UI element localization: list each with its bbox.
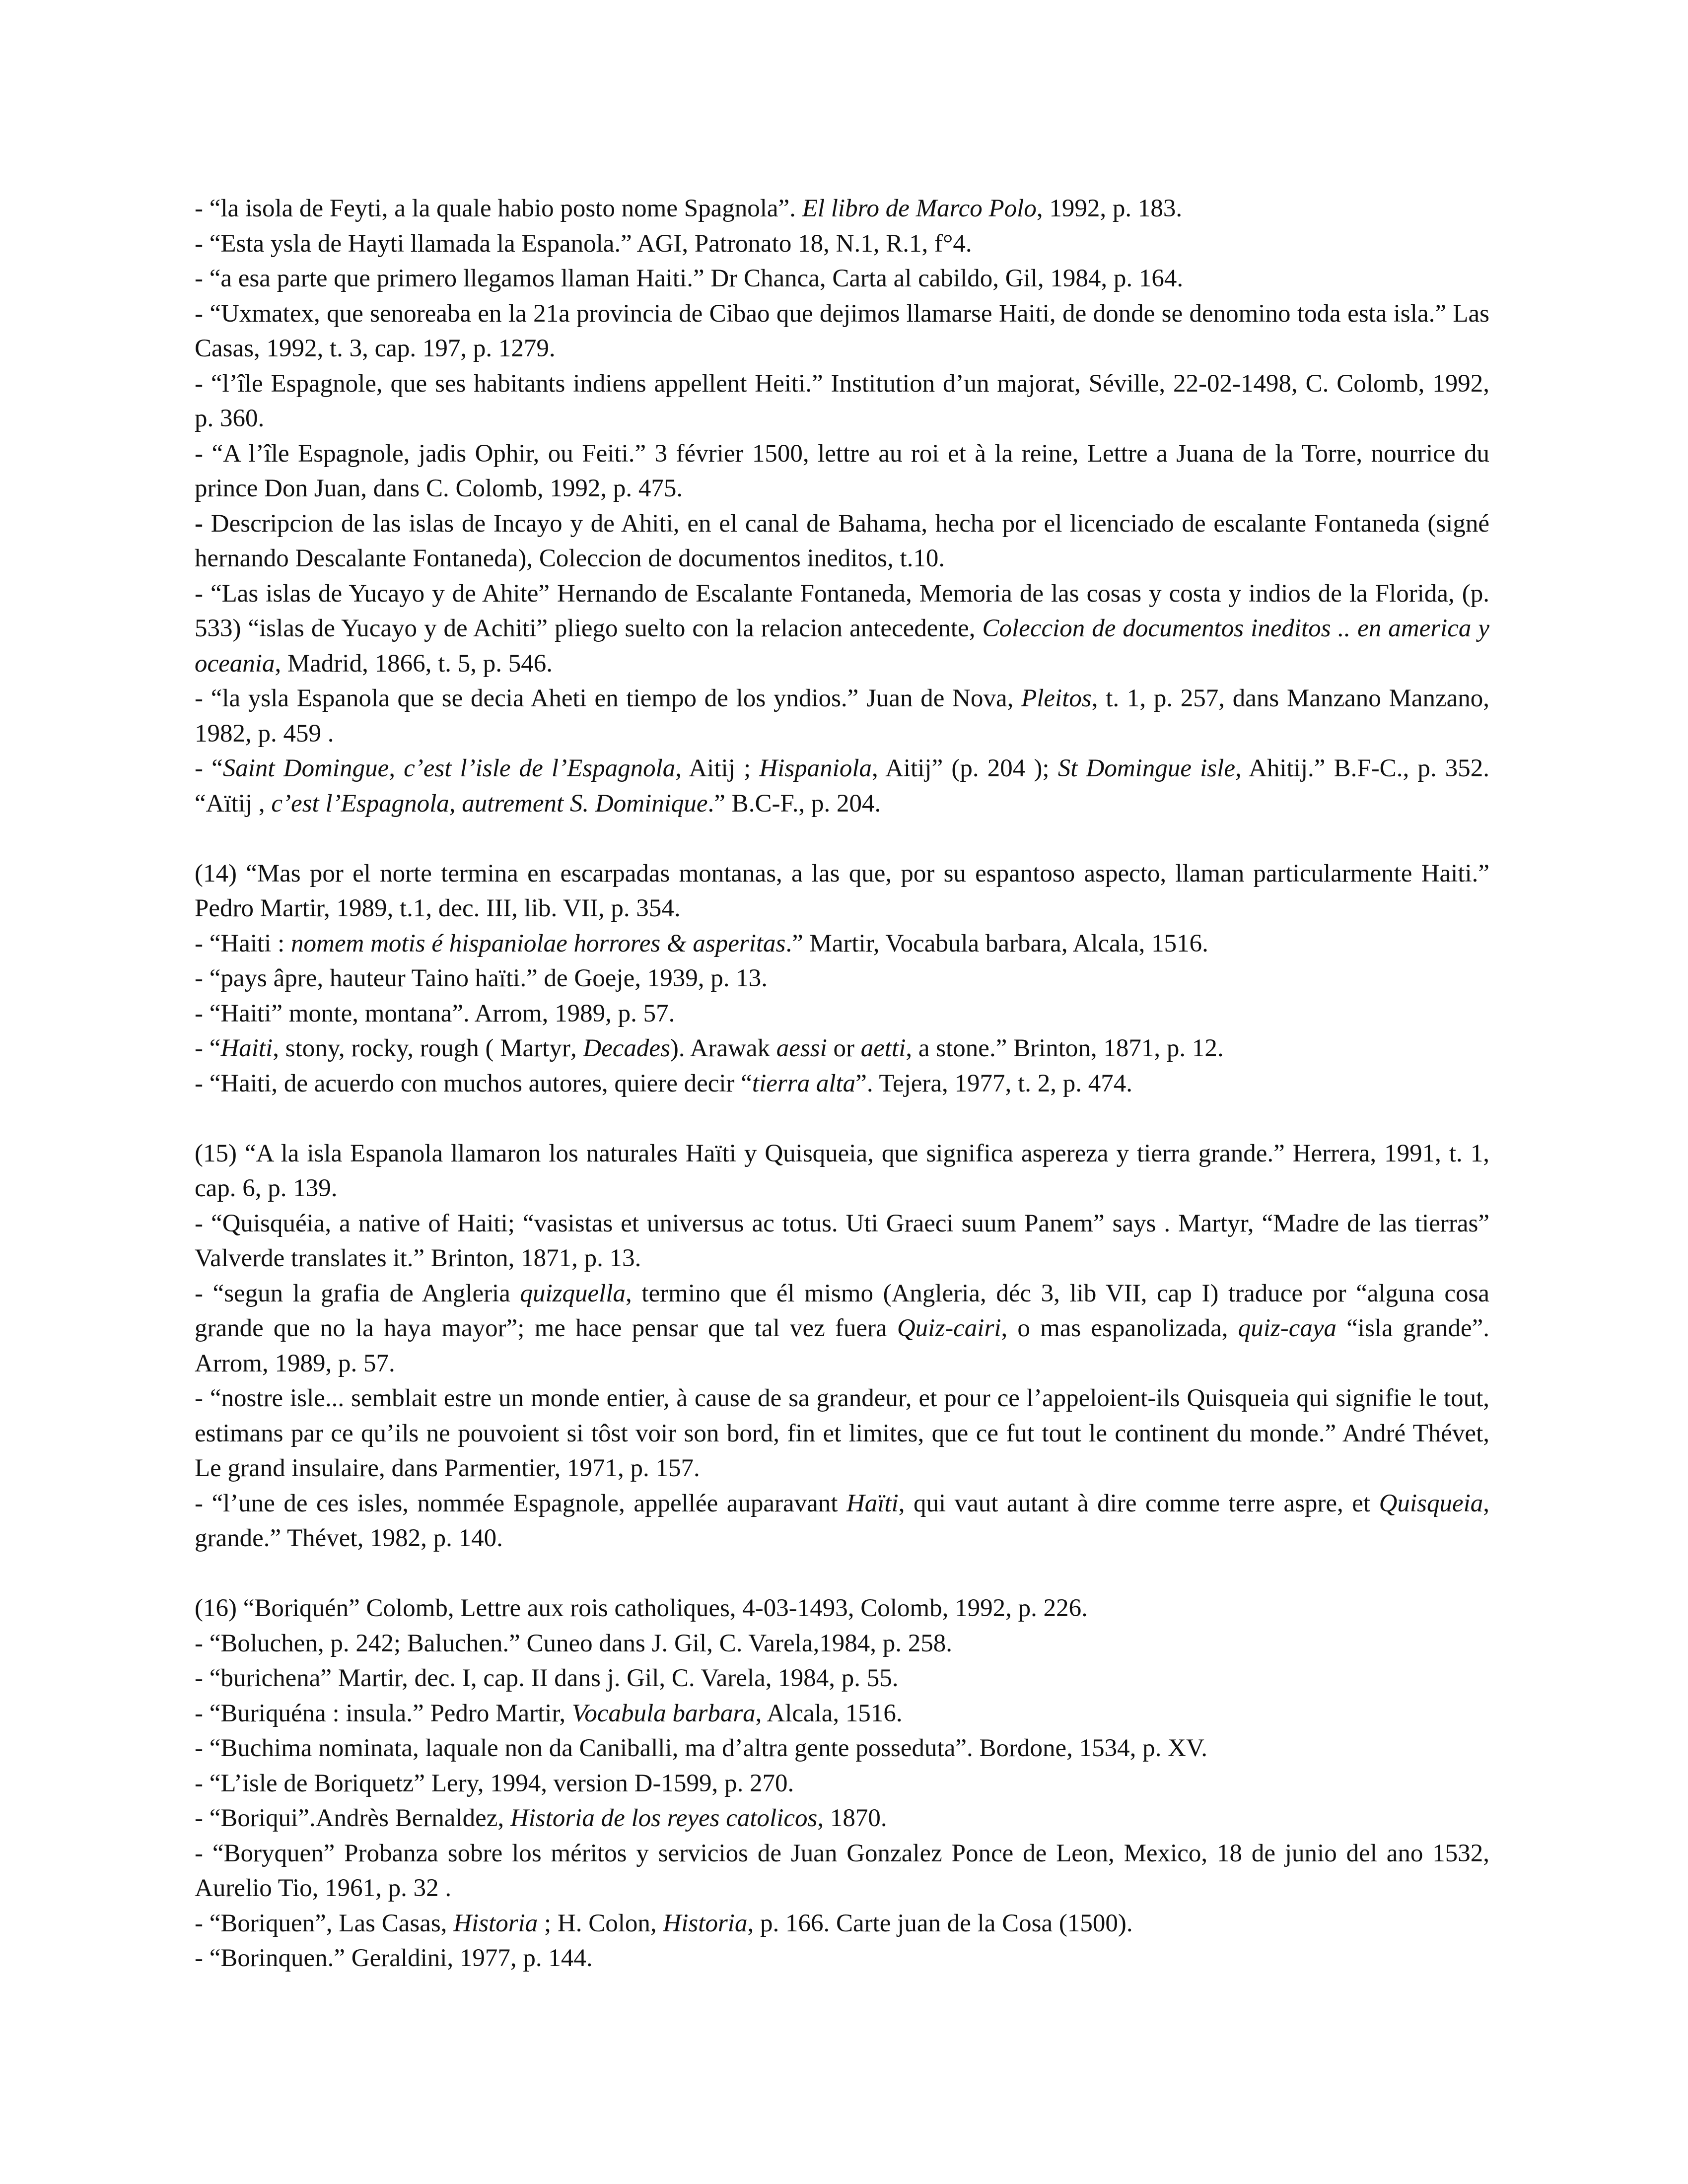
entry-text: “isla grande”. Arrom, 1989, p. 57. [195, 1314, 1489, 1377]
italic-text: St Domingue isle [1057, 754, 1235, 782]
entry-text: - “nostre isle... semblait estre un monde entier, à cause de sa grandeur, et pour ce l’appeloient-ils Quisqueia qui signifie le tout, estimans par ce qu’ils ne pouvoient si tôst voir son bord, fin et limites, que ce fut tout le continent du monde.” André Thévet, Le grand insulaire, dans Parmentier, 1971, p. 157. [195, 1384, 1489, 1482]
italic-text: , Decades [570, 1034, 670, 1062]
entry-text: - “l’une de ces isles, nommée Espagnole, appellée auparavant [195, 1489, 846, 1517]
reference-entry [195, 961, 1489, 996]
reference-entry [195, 1591, 1489, 1626]
italic-text: Historia de los reyes catolicos [510, 1804, 818, 1832]
entry-text: , t. 1, p. 257, dans Manzano Manzano, 1982, p. 459 . [195, 684, 1489, 748]
entry-text: , Madrid, 1866, t. 5, p. 546. [275, 649, 553, 678]
entry-text: - “pays âpre, hauteur Taino haïti.” de Goeje, 1939, p. 13. [195, 964, 768, 992]
entry-text: - “Borinquen.” Geraldini, 1977, p. 144. [195, 1944, 593, 1972]
entry-text: - “A l’île Espagnole, jadis Ophir, ou Feiti.” 3 février 1500, lettre au roi et à la reine, Lettre a Juana de la Torre, nourrice du prince Don Juan, dans C. Colomb, 1992, p. 475. [195, 439, 1489, 502]
entry-text: (16) “Boriquén” Colomb, Lettre aux rois catholiques, 4-03-1493, Colomb, 1992, p. 226. [195, 1594, 1088, 1622]
entry-text: - “Uxmatex, que senoreaba en la 21a provincia de Cibao que dejimos llamarse Haiti, de donde se denomino toda esta isla.” Las Casas, 1992, t. 3, cap. 197, p. 1279. [195, 299, 1489, 362]
entry-text: , 1992, p. 183. [1036, 195, 1183, 222]
entry-text: - “Quisquéia, a native of Haiti; “vasistas et universus ac totus. Uti Graeci suum Panem” says . Martyr, “Madre de las tierras” Valverde translates it.” Brinton, 1871, p. 13. [195, 1209, 1489, 1272]
section-note-15 [195, 1136, 1489, 1556]
entry-text: ; H. Colon, [538, 1909, 663, 1937]
entry-text: - “Buriquéna : insula.” Pedro Martir, [195, 1699, 572, 1727]
reference-entry [195, 681, 1489, 751]
entry-text: - “ [195, 1034, 221, 1062]
reference-entry [195, 1766, 1489, 1801]
reference-entry [195, 1661, 1489, 1696]
reference-entry [195, 1801, 1489, 1836]
entry-text: ). Arawak [670, 1034, 776, 1062]
italic-text: tierra alta [752, 1069, 856, 1097]
reference-entry [195, 996, 1489, 1031]
entry-text: , a stone.” Brinton, 1871, p. 12. [906, 1034, 1224, 1062]
entry-text: , Ahitij.” B.F-C., p. 352. “Aïtij , [195, 754, 1489, 818]
entry-text: .” B.C-F., p. 204. [707, 789, 881, 818]
entry-text: - “ [195, 754, 223, 782]
entry-text: - “segun la grafia de Angleria [195, 1279, 520, 1307]
reference-entry [195, 1696, 1489, 1731]
reference-entry [195, 1276, 1489, 1381]
entry-text: - “Haiti” monte, montana”. Arrom, 1989, p. 57. [195, 999, 675, 1027]
entry-text: - “Boluchen, p. 242; Baluchen.” Cuneo dans J. Gil, C. Varela,1984, p. 258. [195, 1629, 952, 1657]
reference-entry [195, 191, 1489, 226]
entry-text: , o mas espanolizada, [1001, 1314, 1238, 1342]
reference-entry [195, 1941, 1489, 1976]
italic-text: Coleccion de documentos ineditos .. en america y oceania [195, 614, 1490, 678]
entry-text: - “Esta ysla de Hayti llamada la Espanola.” AGI, Patronato 18, N.1, R.1, f°4. [195, 229, 972, 258]
italic-text: Historia [453, 1909, 538, 1937]
entry-text: , Alcala, 1516. [755, 1699, 903, 1727]
entry-text: - “l’île Espagnole, que ses habitants indiens appellent Heiti.” Institution d’un majorat, Séville, 22-02-1498, C. Colomb, 1992, p. 360. [195, 369, 1489, 432]
italic-text: aetti [860, 1034, 906, 1062]
italic-text: Hispaniola [759, 754, 872, 782]
italic-text: Pleitos [1021, 684, 1092, 712]
entry-text: - “Boriqui”.Andrès Bernaldez, [195, 1804, 510, 1832]
reference-entry [195, 1836, 1489, 1906]
section-haiti-names [195, 191, 1489, 821]
reference-entry [195, 1486, 1489, 1556]
italic-text: quiz-caya [1238, 1314, 1337, 1342]
italic-text: c’est l’Espagnola, autrement S. Dominique [271, 789, 708, 818]
italic-text: Haïti [846, 1489, 899, 1517]
entry-text: - “la ysla Espanola que se decia Aheti en tiempo de los yndios.” Juan de Nova, [195, 684, 1022, 712]
entry-text: or [827, 1034, 861, 1062]
italic-text: Vocabula barbara [571, 1699, 756, 1727]
italic-text: aessi [776, 1034, 827, 1062]
entry-text: - “Boriquen”, Las Casas, [195, 1909, 454, 1937]
entry-text: ”. Tejera, 1977, t. 2, p. 474. [855, 1069, 1132, 1097]
entry-text: - “Haiti, de acuerdo con muchos autores, quiere decir “ [195, 1069, 752, 1097]
reference-entry [195, 506, 1489, 576]
reference-entry [195, 751, 1489, 821]
reference-entry [195, 1206, 1489, 1276]
reference-entry [195, 1381, 1489, 1486]
entry-text: (14) “Mas por el norte termina en escarpadas montanas, a las que, por su espantoso aspecto, llaman particularmente Haiti.” Pedro Martir, 1989, t.1, dec. III, lib. VII, p. 354. [195, 859, 1489, 922]
italic-text: Quiz-cairi [897, 1314, 1001, 1342]
entry-text: Descripcion de las islas de Incayo y de Ahiti, en el canal de Bahama, hecha por el licenciado de escalante Fontaneda (signé hernando Descalante Fontaneda), Coleccion de documentos ineditos, t.10. [195, 509, 1489, 572]
entry-text: , stony, rocky, rough ( Martyr [273, 1034, 570, 1062]
reference-entry [195, 1626, 1489, 1661]
entry-text: - “burichena” Martir, dec. I, cap. II dans j. Gil, C. Varela, 1984, p. 55. [195, 1664, 899, 1692]
entry-text: - “Buchima nominata, laquale non da Caniballi, ma d’altra gente posseduta”. Bordone, 1534, p. XV. [195, 1734, 1207, 1762]
entry-text: - “L’isle de Boriquetz” Lery, 1994, version D-1599, p. 270. [195, 1769, 794, 1797]
reference-entry [195, 261, 1489, 296]
reference-entry [195, 1906, 1489, 1941]
entry-text: , Aitij ; [675, 754, 760, 782]
reference-entry [195, 436, 1489, 506]
entry-text: - “Haiti : [195, 929, 291, 957]
entry-text: , p. 166. Carte juan de la Cosa (1500). [747, 1909, 1133, 1937]
reference-entry [195, 1031, 1489, 1066]
reference-entry [195, 226, 1489, 262]
italic-text: quizquella [520, 1279, 626, 1307]
reference-entry [195, 926, 1489, 961]
bold-text: - [195, 509, 203, 538]
reference-entry [195, 366, 1489, 436]
section-note-14 [195, 856, 1489, 1101]
reference-entry [195, 576, 1489, 682]
italic-text: Haiti [220, 1034, 273, 1062]
italic-text: Saint Domingue, c’est l’isle de l’Espagnola [222, 754, 676, 782]
reference-entry [195, 296, 1489, 366]
document-page [195, 191, 1489, 1976]
reference-entry [195, 1136, 1489, 1206]
reference-entry [195, 856, 1489, 926]
entry-text: , termino que él mismo (Angleria, déc 3, lib VII, cap I) traduce por “alguna cosa grande que no la haya mayor”; me hace pensar que tal vez fuera [195, 1279, 1489, 1342]
entry-text: (15) “A la isla Espanola llamaron los naturales Haïti y Quisqueia, que significa aspereza y tierra grande.” Herrera, 1991, t. 1, cap. 6, p. 139. [195, 1139, 1489, 1202]
entry-text: , grande.” Thévet, 1982, p. 140. [195, 1489, 1489, 1552]
reference-entry [195, 1066, 1489, 1101]
italic-text: El libro de Marco Polo [802, 195, 1037, 222]
entry-text: , 1870. [817, 1804, 887, 1832]
reference-entry [195, 1731, 1489, 1766]
entry-text: , qui vaut autant à dire comme terre aspre, et [898, 1489, 1379, 1517]
entry-text: - “Boryquen” Probanza sobre los méritos y servicios de Juan Gonzalez Ponce de Leon, Mexico, 18 de junio del ano 1532, Aurelio Tio, 1961, p. 32 . [195, 1839, 1489, 1902]
entry-text: - “Las islas de Yucayo y de Ahite” Hernando de Escalante Fontaneda, Memoria de las cosas y costa y indios de la Florida, (p. 533) “islas de Yucayo y de Achiti” pliego suelto con la relacion antecedente, [195, 579, 1489, 642]
entry-text: - “la isola de Feyti, a la quale habio posto nome Spagnola”. [195, 195, 802, 222]
italic-text: Historia [663, 1909, 748, 1937]
entry-text: .” Martir, Vocabula barbara, Alcala, 1516. [785, 929, 1208, 957]
entry-text: , Aitij” (p. 204 ); [872, 754, 1058, 782]
section-note-16 [195, 1591, 1489, 1976]
italic-text: nomem motis é hispaniolae horrores & asperitas [291, 929, 786, 957]
entry-text: - “a esa parte que primero llegamos llaman Haiti.” Dr Chanca, Carta al cabildo, Gil, 1984, p. 164. [195, 265, 1184, 292]
italic-text: Quisqueia [1379, 1489, 1483, 1517]
